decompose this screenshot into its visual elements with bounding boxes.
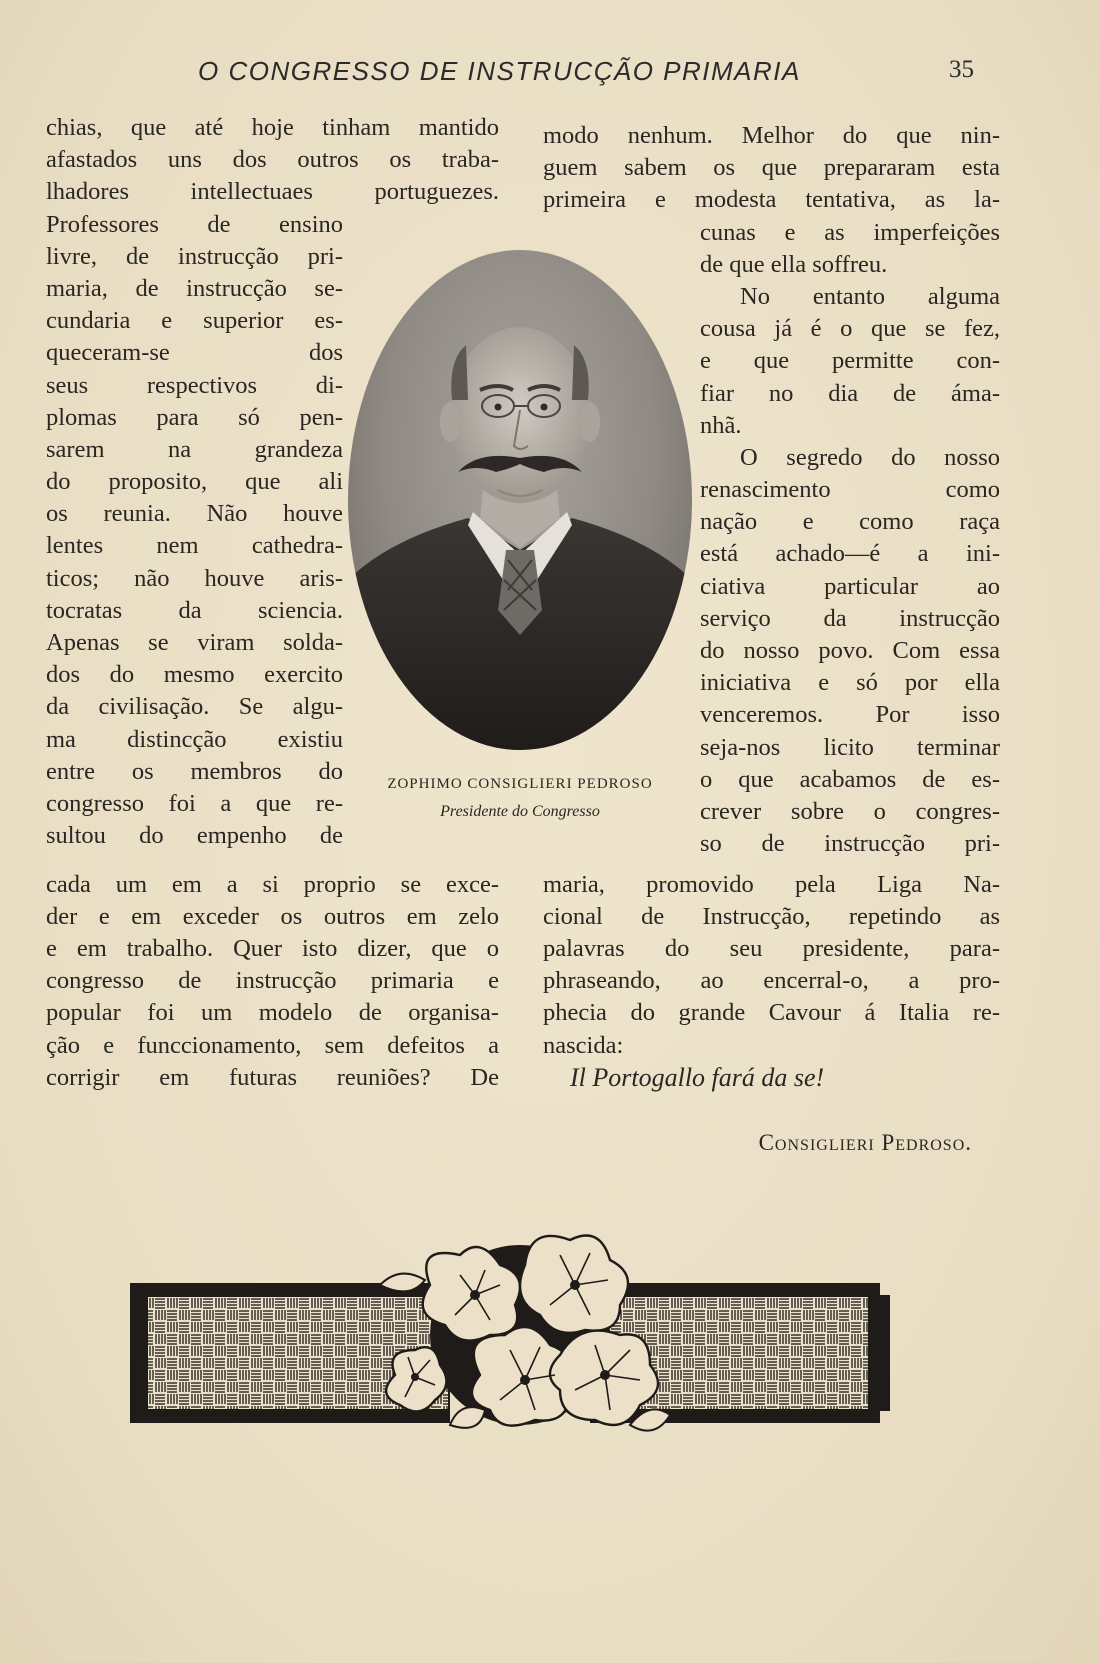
text-line: de que ella soffreu. — [700, 250, 888, 278]
portrait-photo — [348, 250, 692, 750]
decorative-ornament — [130, 1225, 930, 1465]
text-line: so de instrucção pri- — [700, 830, 1000, 858]
text-line: os reunia. Não houve — [46, 500, 343, 528]
text-line: plomas para só pen- — [46, 403, 343, 431]
text-line: congresso foi a que re- — [46, 789, 343, 817]
text-line: o que acabamos de es- — [700, 765, 1000, 793]
text-line: nascida: — [543, 1031, 624, 1059]
portrait-caption-name: ZOPHIMO CONSIGLIERI PEDROSO — [387, 776, 653, 792]
text-line: guem sabem os que prepararam esta — [543, 154, 1000, 182]
text-line: afastados uns dos outros os traba- — [46, 146, 499, 174]
text-line: do nosso povo. Com essa — [700, 637, 1000, 665]
portrait-caption-role: Presidente do Congresso — [440, 803, 600, 820]
text-line: cousa já é o que se fez, — [700, 315, 1000, 343]
text-line: No entanto alguma — [740, 282, 1000, 310]
header-title: O CONGRESSO DE INSTRUCÇÃO PRIMARIA — [198, 56, 801, 86]
text-line: está achado—é a ini- — [700, 540, 1000, 568]
text-line: der e em exceder os outros em zelo — [46, 902, 499, 930]
text-line: cundaria e superior es- — [46, 307, 343, 335]
text-line: phraseando, ao encerral-o, a pro- — [543, 967, 1000, 995]
text-line: serviço da instrucção — [700, 604, 1000, 632]
text-line: renascimento como — [700, 476, 1000, 504]
text-line: nação e como raça — [700, 508, 1000, 536]
text-line: Apenas se viram solda- — [46, 629, 343, 657]
text-line: modo nenhum. Melhor do que nin- — [543, 122, 1000, 149]
page-number: 35 — [949, 56, 974, 83]
author-signature: Consiglieri Pedroso. — [758, 1130, 972, 1155]
text-line: popular foi um modelo de organisa- — [46, 999, 499, 1027]
text-line: ticos; não houve aris- — [46, 564, 343, 592]
text-line: e que permitte con- — [700, 347, 1000, 375]
text-line: sarem na grandeza — [46, 435, 343, 463]
text-line: e em trabalho. Quer isto dizer, que o — [46, 934, 499, 962]
text-line: da civilisação. Se algu- — [46, 693, 343, 721]
text-line: cunas e as imperfeições — [700, 218, 1000, 246]
text-line: livre, de instrucção pri- — [46, 242, 343, 270]
text-line: ma distincção existiu — [46, 725, 343, 753]
pansy-ornament-illustration — [130, 1225, 930, 1465]
text-line: entre os membros do — [46, 757, 343, 785]
text-line: phecia do grande Cavour á Italia re- — [543, 999, 1000, 1027]
text-line: chias, que até hoje tinham mantido — [46, 114, 499, 141]
text-line: crever sobre o congres- — [700, 797, 1000, 825]
right-column-narrow — [700, 217, 1000, 861]
text-line: palavras do seu presidente, para- — [543, 934, 1000, 962]
text-line: tocratas da sciencia. — [46, 596, 343, 624]
text-line: cional de Instrucção, repetindo as — [543, 902, 1000, 930]
text-line: ciativa particular ao — [700, 572, 1000, 600]
text-line: do proposito, que ali — [46, 468, 343, 496]
text-line: lhadores intellectuaes portuguezes. — [46, 178, 499, 206]
running-header — [180, 56, 980, 96]
text-line: maria, de instrucção se- — [46, 274, 343, 302]
text-line: O segredo do nosso — [740, 443, 1000, 471]
text-line: corrigir em futuras reuniões? De — [46, 1063, 499, 1091]
left-column-bottom — [46, 869, 499, 1094]
right-column-bottom — [543, 869, 1000, 1062]
text-line: nhã. — [700, 411, 742, 439]
closing-quote: Il Portogallo fará da se! — [570, 1063, 825, 1092]
text-line: congresso de instrucção primaria e — [46, 967, 499, 995]
text-line: venceremos. Por isso — [700, 701, 1000, 729]
text-line: seja-nos licito terminar — [700, 733, 1000, 761]
text-line: primeira e modesta tentativa, as la- — [543, 186, 1000, 214]
text-line: lentes nem cathedra- — [46, 532, 343, 560]
text-line: fiar no dia de áma- — [700, 379, 1000, 407]
left-column-top — [46, 112, 499, 209]
portrait-illustration — [348, 250, 692, 750]
text-line: maria, promovido pela Liga Na- — [543, 870, 1000, 898]
text-line: ção e funccionamento, sem defeitos a — [46, 1031, 499, 1059]
text-line: dos do mesmo exercito — [46, 661, 343, 689]
text-line: iniciativa e só por ella — [700, 669, 1000, 697]
text-line: Professores de ensino — [46, 210, 343, 238]
left-column-narrow — [46, 209, 343, 853]
text-line: cada um em a si proprio se exce- — [46, 870, 499, 898]
text-line: queceram-se dos — [46, 339, 343, 367]
text-line: sultou do empenho de — [46, 822, 343, 850]
text-line: seus respectivos di- — [46, 371, 343, 399]
right-column-top — [543, 120, 1000, 217]
